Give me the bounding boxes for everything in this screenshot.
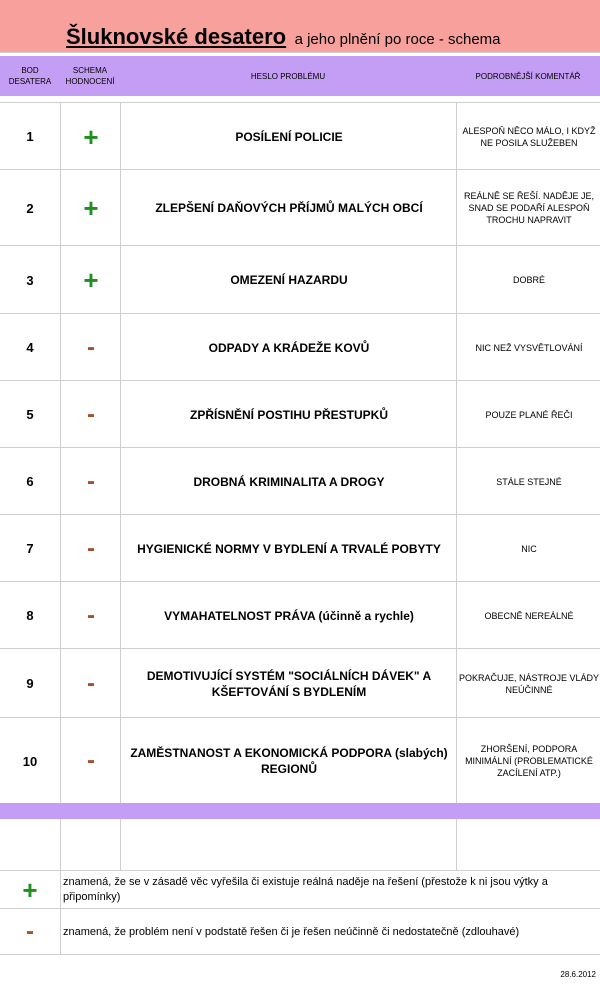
table-header <box>0 56 600 96</box>
title-sub: a jeho plnění po roce - schema <box>294 31 501 48</box>
table-row <box>0 245 600 314</box>
minus-icon <box>60 582 121 649</box>
footer-band <box>0 803 600 819</box>
row-number: 8 <box>26 608 34 623</box>
row-comment: ZHORŠENÍ, PODPORA MINIMÁLNÍ (PROBLEMATICKÉ ZACÍLENÍ ATP.) <box>456 718 600 804</box>
row-comment: REÁLNĚ SE ŘEŠÍ. NADĚJE JE, SNAD SE PODAŘÍ ALESPOŇ TROCHU NAPRAVIT <box>456 170 600 246</box>
plus-icon <box>60 170 121 246</box>
header-heading: HESLO PROBLÉMU <box>250 71 326 81</box>
row-number: 4 <box>26 340 34 355</box>
row-comment: POUZE PLANÉ ŘEČI <box>456 381 600 448</box>
row-heading: HYGIENICKÉ NORMY V BYDLENÍ A TRVALÉ POBYTY <box>120 515 457 582</box>
symbol-glyph: + <box>83 265 99 295</box>
legend-text: znamená, že se v zásadě věc vyřešila či existuje reálná naděje na řešení (přestože k ni jsou výtky a připomínky) <box>60 871 598 909</box>
row-number: 9 <box>26 676 34 691</box>
row-number: 7 <box>26 541 34 556</box>
plus-icon <box>0 871 60 909</box>
symbol-glyph: - <box>87 669 95 697</box>
row-comment: NIC NEŽ VYSVĚTLOVÁNÍ <box>456 314 600 381</box>
row-comment: POKRAČUJE, NÁSTROJE VLÁDY NEÚČINNÉ <box>456 649 600 718</box>
table-row <box>0 380 600 448</box>
table-row <box>0 102 600 170</box>
minus-icon <box>0 909 60 955</box>
symbol-glyph: - <box>87 601 95 629</box>
table-row <box>0 717 600 804</box>
row-number: 2 <box>26 200 34 216</box>
title-bar <box>0 0 600 53</box>
row-comment: NIC <box>456 515 600 582</box>
legend-symbol: - <box>26 918 34 945</box>
table-row <box>0 169 600 246</box>
header-schema: SCHEMA HODNOCENÍ <box>65 66 115 86</box>
row-heading: ZPŘÍSNĚNÍ POSTIHU PŘESTUPKŮ <box>120 381 457 448</box>
row-number: 1 <box>26 129 34 144</box>
table-row <box>0 447 600 515</box>
row-comment: OBECNĚ NEREÁLNÉ <box>456 582 600 649</box>
symbol-glyph: - <box>87 400 95 428</box>
legend-text: znamená, že problém není v podstatě řešen či je řešen neúčinně či nedostatečně (zdlouhavé) <box>60 909 598 955</box>
header-number: BOD DESATERA <box>8 66 52 86</box>
symbol-glyph: - <box>87 333 95 361</box>
row-heading: VYMAHATELNOST PRÁVA (účinně a rychle) <box>120 582 457 649</box>
row-number: 10 <box>22 753 38 769</box>
legend-symbol: + <box>22 875 38 905</box>
row-comment: ALESPOŇ NĚCO MÁLO, I KDYŽ NE POSILA SLUŽEBEN <box>456 103 600 170</box>
plus-icon <box>60 103 121 170</box>
row-heading: POSÍLENÍ POLICIE <box>120 103 457 170</box>
row-number: 3 <box>26 272 34 288</box>
legend-plus <box>0 870 600 909</box>
table-row <box>0 648 600 718</box>
symbol-glyph: - <box>87 747 95 774</box>
row-heading: ODPADY A KRÁDEŽE KOVŮ <box>120 314 457 381</box>
minus-icon <box>60 314 121 381</box>
row-heading: DEMOTIVUJÍCÍ SYSTÉM "SOCIÁLNÍCH DÁVEK" A KŠEFTOVÁNÍ S BYDLENÍM <box>120 649 457 718</box>
row-number: 5 <box>26 407 34 422</box>
legend-minus <box>0 908 600 955</box>
header-comment: PODROBNĚJŠÍ KOMENTÁŘ <box>475 71 581 81</box>
title-main: Šluknovské desatero <box>66 24 287 49</box>
row-number: 6 <box>26 474 34 489</box>
minus-icon <box>60 718 121 804</box>
symbol-glyph: - <box>87 534 95 562</box>
column-divider <box>456 819 457 870</box>
row-comment: STÁLE STEJNÉ <box>456 448 600 515</box>
table-row <box>0 581 600 649</box>
minus-icon <box>60 381 121 448</box>
divider <box>0 954 600 955</box>
column-divider <box>120 819 121 870</box>
minus-icon <box>60 448 121 515</box>
minus-icon <box>60 515 121 582</box>
table-row <box>0 514 600 582</box>
row-heading: ZLEPŠENÍ DAŇOVÝCH PŘÍJMŮ MALÝCH OBCÍ <box>120 170 457 246</box>
row-heading: DROBNÁ KRIMINALITA A DROGY <box>120 448 457 515</box>
symbol-glyph: + <box>83 193 99 223</box>
symbol-glyph: + <box>83 121 99 152</box>
date-label: 28.6.2012 <box>560 970 596 979</box>
row-heading: ZAMĚSTNANOST A EKONOMICKÁ PODPORA (slabých) REGIONŮ <box>120 718 457 804</box>
symbol-glyph: - <box>87 467 95 495</box>
minus-icon <box>60 649 121 718</box>
page-title <box>66 24 501 50</box>
table-row <box>0 313 600 381</box>
plus-icon <box>60 246 121 314</box>
column-divider <box>60 819 61 870</box>
row-heading: OMEZENÍ HAZARDU <box>120 246 457 314</box>
blank-row <box>0 819 600 870</box>
row-comment: DOBRÉ <box>456 246 600 314</box>
